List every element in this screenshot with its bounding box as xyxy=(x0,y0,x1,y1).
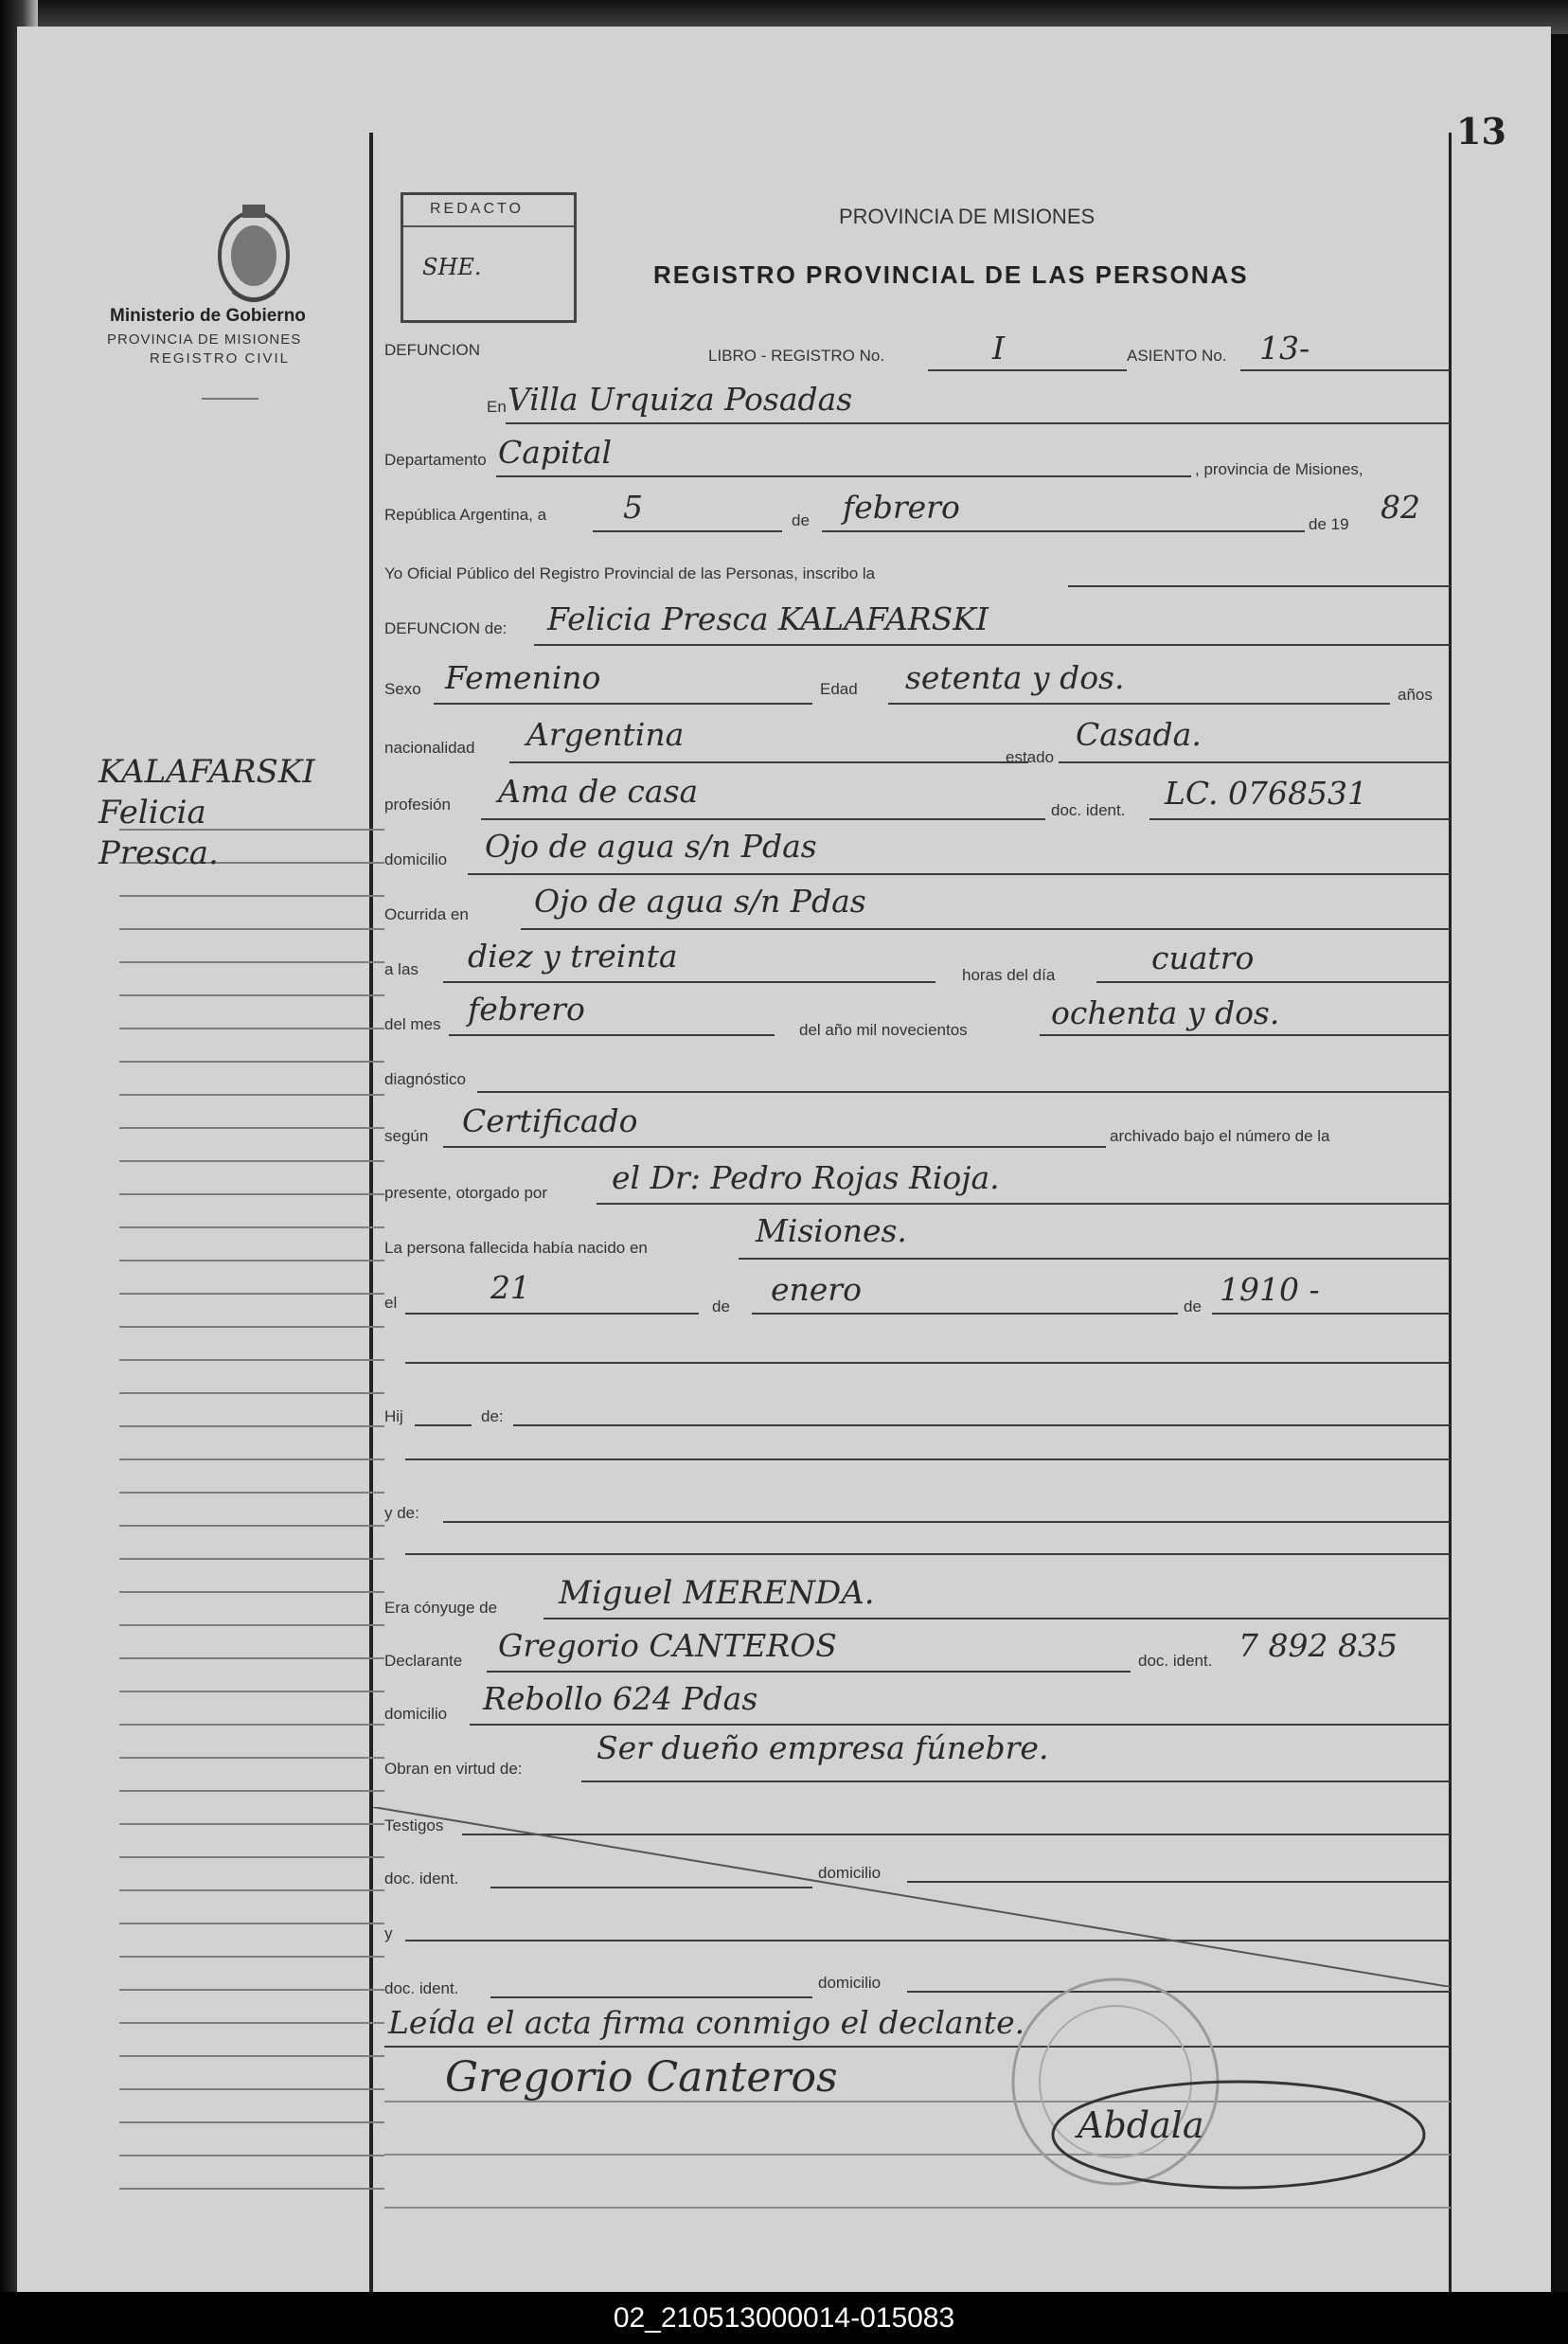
closing-statement: Leída el acta firma conmigo el declante. xyxy=(388,2004,1025,2041)
asiento-value: 13- xyxy=(1259,330,1310,367)
margin-line xyxy=(119,1823,384,1825)
anio-prefix: de 19 xyxy=(1309,515,1349,533)
margin-line xyxy=(119,961,384,963)
anio-value: 82 xyxy=(1381,489,1420,526)
del-mes-line xyxy=(449,1034,775,1036)
conyuge-line xyxy=(543,1618,1451,1619)
domicilio-line xyxy=(468,873,1451,875)
presente-value: el Dr: Pedro Rojas Rioja. xyxy=(612,1159,1000,1196)
margin-line xyxy=(119,928,384,930)
margin-line xyxy=(119,1790,384,1792)
libro-line xyxy=(928,369,1127,371)
testigo2-domicilio-label: domicilio xyxy=(818,1974,882,1992)
en-label: En xyxy=(487,398,507,416)
province-header: PROVINCIA DE MISIONES xyxy=(839,205,1096,228)
conyuge-value: Miguel MERENDA. xyxy=(559,1574,875,1612)
margin-note-middlename: Presca. xyxy=(98,834,219,872)
hij-de-line xyxy=(513,1424,1451,1426)
margin-line xyxy=(119,1425,384,1427)
el-label: el xyxy=(384,1294,398,1312)
page-number: 13 xyxy=(1456,110,1506,152)
edad-value: setenta y dos. xyxy=(905,659,1125,696)
defuncion-de-label: DEFUNCION de: xyxy=(384,619,508,637)
asiento-line xyxy=(1240,369,1451,371)
defuncion-de-line xyxy=(534,644,1451,646)
margin-line xyxy=(119,2188,384,2190)
presente-label: presente, otorgado por xyxy=(384,1184,548,1202)
a-las-line xyxy=(443,981,935,983)
del-mes-label: del mes xyxy=(384,1015,441,1033)
departamento-label: Departamento xyxy=(384,451,487,469)
redacto-stamp xyxy=(401,192,577,323)
nac-anio-line xyxy=(1212,1313,1451,1315)
declarante-label: Declarante xyxy=(384,1652,463,1670)
y-de-line xyxy=(443,1521,1451,1523)
margin-line xyxy=(119,1458,384,1460)
obran-value: Ser dueño empresa fúnebre. xyxy=(597,1729,1049,1766)
decl-domicilio-line xyxy=(470,1724,1451,1726)
ocurrida-line xyxy=(521,928,1451,930)
margin-line xyxy=(119,1492,384,1494)
nac-de2-label: de xyxy=(1184,1297,1202,1315)
margin-line xyxy=(119,1392,384,1394)
margin-line xyxy=(119,1359,384,1361)
margin-line xyxy=(119,1591,384,1593)
departamento-line xyxy=(496,475,1191,477)
blank-line xyxy=(405,1362,1451,1364)
segun-label: según xyxy=(384,1127,429,1145)
dia-muerte-line xyxy=(1096,981,1451,983)
hij-label: Hij xyxy=(384,1407,403,1425)
profesion-line xyxy=(481,818,1045,820)
mes-value: febrero xyxy=(843,489,960,526)
libro-label: LIBRO - REGISTRO No. xyxy=(708,347,885,365)
margin-line xyxy=(119,1326,384,1328)
nacionalidad-value: Argentina xyxy=(526,716,685,753)
dia-muerte-value: cuatro xyxy=(1151,939,1255,976)
margin-line xyxy=(119,1260,384,1261)
margin-line xyxy=(119,1127,384,1129)
nacido-line xyxy=(739,1258,1451,1260)
margin-line xyxy=(119,1691,384,1692)
estado-label: estado xyxy=(1006,748,1055,766)
sexo-line xyxy=(434,703,812,705)
horas-label: horas del día xyxy=(962,966,1056,984)
en-line xyxy=(506,422,1451,424)
anio-mil-line xyxy=(1040,1034,1451,1036)
anio-mil-label: del año mil novecientos xyxy=(799,1021,968,1039)
ministry-province: PROVINCIA DE MISIONES xyxy=(107,331,302,348)
margin-line xyxy=(119,994,384,996)
domicilio-label: domicilio xyxy=(384,850,448,868)
ocurrida-value: Ojo de agua s/n Pdas xyxy=(534,883,866,920)
oficial-text: Yo Oficial Público del Registro Provincial de las Personas, inscribo la xyxy=(384,564,876,582)
decl-domicilio-value: Rebollo 624 Pdas xyxy=(483,1680,758,1717)
margin-line xyxy=(119,2155,384,2156)
blank-line xyxy=(405,1553,1451,1555)
edad-label: Edad xyxy=(820,680,858,698)
provincial-crest-icon xyxy=(206,197,301,311)
stamp-divider xyxy=(403,225,574,227)
estado-line xyxy=(1059,761,1451,763)
testigos-label: Testigos xyxy=(384,1816,444,1834)
official-signature: Abdala xyxy=(1078,2104,1204,2146)
margin-line xyxy=(119,1856,384,1858)
anos-label: años xyxy=(1398,686,1433,704)
profesion-label: profesión xyxy=(384,796,451,814)
nacido-label: La persona fallecida había nacido en xyxy=(384,1239,648,1257)
segun-value: Certificado xyxy=(462,1102,638,1139)
margin-line xyxy=(119,1923,384,1924)
doc-line xyxy=(1149,818,1451,820)
a-las-value: diez y treinta xyxy=(468,938,678,975)
sexo-value: Femenino xyxy=(445,659,601,696)
asiento-label: ASIENTO No. xyxy=(1127,347,1227,365)
conyuge-label: Era cónyuge de xyxy=(384,1599,498,1617)
margin-line xyxy=(119,1624,384,1626)
departamento-value: Capital xyxy=(498,434,613,471)
republica-label: República Argentina, a xyxy=(384,506,547,524)
edad-line xyxy=(888,703,1390,705)
doc-value: LC. 0768531 xyxy=(1165,775,1367,812)
closing-line xyxy=(384,2046,1451,2048)
diagnostico-label: diagnóstico xyxy=(384,1070,467,1088)
margin-line xyxy=(119,2088,384,2090)
margin-note-name: Felicia xyxy=(98,794,206,832)
declarant-signature: Gregorio Canteros xyxy=(445,2053,838,2102)
anio-mil-value: ochenta y dos. xyxy=(1051,994,1280,1031)
margin-line xyxy=(119,1657,384,1659)
stamp-value: SHE. xyxy=(422,254,482,280)
nac-mes-value: enero xyxy=(771,1271,862,1308)
margin-line xyxy=(119,1757,384,1759)
de-label: de xyxy=(792,511,810,529)
declarante-value: Gregorio CANTEROS xyxy=(498,1627,837,1664)
margin-line xyxy=(119,1193,384,1195)
y-de-label: y de: xyxy=(384,1504,419,1522)
hij-line xyxy=(415,1424,472,1426)
sexo-label: Sexo xyxy=(384,680,421,698)
margin-note-surname: KALAFARSKI xyxy=(98,753,315,791)
declarante-line xyxy=(487,1671,1131,1673)
nac-dia-value: 21 xyxy=(490,1269,530,1306)
nac-anio-value: 1910 - xyxy=(1220,1271,1320,1308)
decl-doc-label: doc. ident. xyxy=(1138,1652,1213,1670)
margin-line xyxy=(119,2022,384,2024)
blank-line xyxy=(384,2207,1451,2209)
libro-value: I xyxy=(992,330,1006,367)
presente-line xyxy=(597,1203,1451,1205)
margin-line xyxy=(119,1094,384,1096)
defuncion-de-value: Felicia Presca KALAFARSKI xyxy=(547,600,989,637)
hij-de-label: de: xyxy=(481,1407,504,1425)
doc-label: doc. ident. xyxy=(1051,801,1126,819)
nacido-value: Misiones. xyxy=(756,1212,907,1249)
decl-doc-value: 7 892 835 xyxy=(1238,1627,1398,1664)
diagnostico-line xyxy=(477,1091,1451,1093)
testigo-doc-label: doc. ident. xyxy=(384,1870,459,1888)
mes-line xyxy=(822,530,1305,532)
estado-value: Casada. xyxy=(1076,716,1202,753)
ministry-registry: REGISTRO CIVIL xyxy=(150,350,291,367)
testigo2-doc-label: doc. ident. xyxy=(384,1979,459,1997)
margin-line xyxy=(119,1028,384,1029)
ministry-divider xyxy=(202,398,258,400)
margin-line xyxy=(119,895,384,897)
oficial-line xyxy=(1068,585,1451,587)
margin-line xyxy=(119,1558,384,1560)
profesion-value: Ama de casa xyxy=(498,773,699,810)
witness-strike-line xyxy=(373,1807,1451,1987)
nac-mes-line xyxy=(752,1313,1178,1315)
dia-value: 5 xyxy=(623,489,643,526)
margin-line xyxy=(119,1293,384,1295)
segun-line xyxy=(443,1146,1106,1148)
archivado-label: archivado bajo el número de la xyxy=(1110,1127,1330,1145)
margin-line xyxy=(119,1889,384,1891)
nacionalidad-line xyxy=(509,761,1028,763)
margin-line xyxy=(119,1160,384,1162)
obran-line xyxy=(581,1780,1451,1782)
ocurrida-label: Ocurrida en xyxy=(384,905,469,923)
obran-label: Obran en virtud de: xyxy=(384,1760,523,1778)
testigo2-doc-line xyxy=(490,1996,812,1998)
nacionalidad-label: nacionalidad xyxy=(384,739,475,757)
margin-line xyxy=(119,1061,384,1063)
image-caption: 02_210513000014-015083 xyxy=(0,2292,1568,2344)
margin-line xyxy=(119,1724,384,1726)
en-value: Villa Urquiza Posadas xyxy=(508,381,853,418)
testigo-domicilio-label: domicilio xyxy=(818,1864,882,1882)
del-mes-value: febrero xyxy=(468,991,585,1028)
margin-line xyxy=(119,1989,384,1991)
decl-domicilio-label: domicilio xyxy=(384,1705,448,1723)
nac-dia-line xyxy=(405,1313,699,1315)
margin-line xyxy=(119,2055,384,2057)
ministry-title: Ministerio de Gobierno xyxy=(110,306,306,326)
nac-de-label: de xyxy=(712,1297,730,1315)
defuncion-label: DEFUNCION xyxy=(384,341,481,359)
stamp-title: REDACTO xyxy=(430,201,524,217)
a-las-label: a las xyxy=(384,960,419,978)
official-signature-oval xyxy=(1011,2072,1428,2195)
margin-line xyxy=(119,2121,384,2123)
dia-line xyxy=(593,530,782,532)
blank-line xyxy=(405,1458,1451,1460)
provincia-suffix: , provincia de Misiones, xyxy=(1195,460,1363,478)
registry-header: REGISTRO PROVINCIAL DE LAS PERSONAS xyxy=(653,260,1249,289)
register-page xyxy=(17,27,1551,2292)
y-label: y xyxy=(384,1924,393,1942)
margin-line xyxy=(119,1525,384,1527)
domicilio-value: Ojo de agua s/n Pdas xyxy=(485,828,817,865)
margin-line xyxy=(119,1956,384,1958)
margin-line xyxy=(119,1226,384,1228)
